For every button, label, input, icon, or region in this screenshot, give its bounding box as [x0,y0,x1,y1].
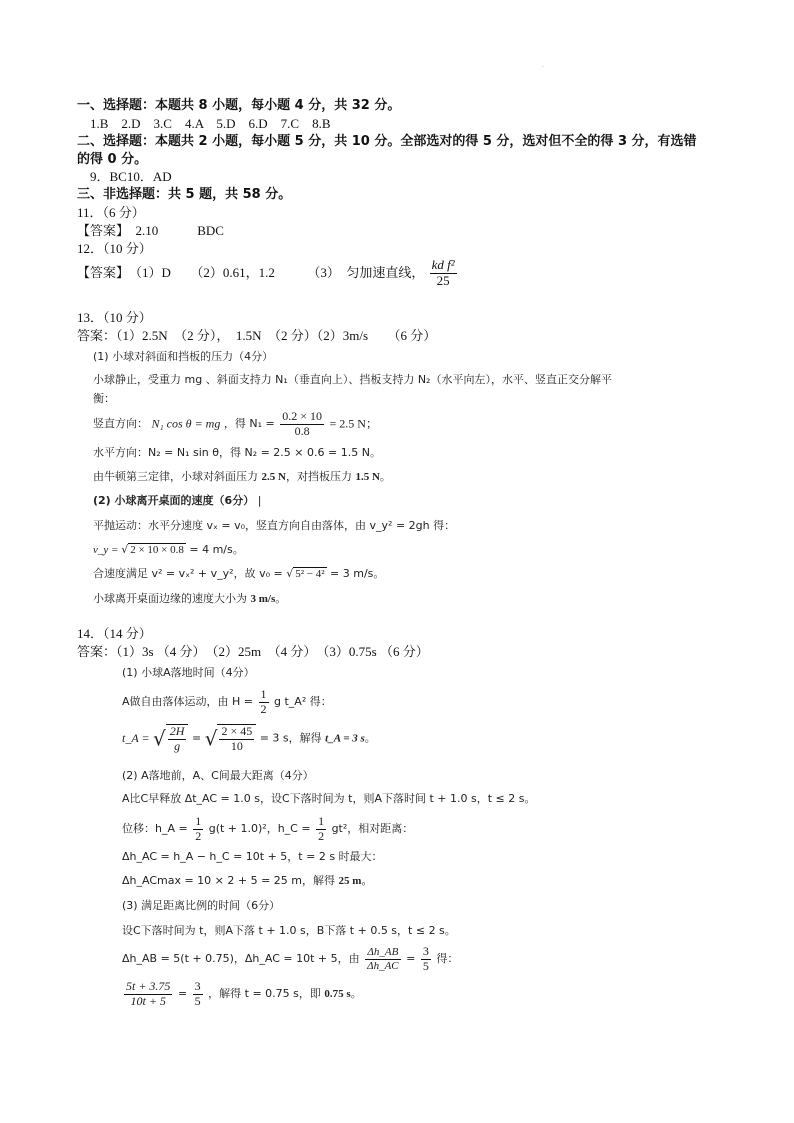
radical-fraction-2 [219,725,254,754]
q14-part3-line2 [122,945,458,974]
text: ，解得 t = 0.75 s，即 [208,986,325,1000]
numerator: 1 [318,814,325,828]
fraction [280,410,324,439]
numerator: 2H [169,724,185,738]
fraction-2 [193,980,203,1009]
text: (2) 小球离开桌面的速度（6分） [93,494,255,507]
denominator: 0.8 [294,423,310,438]
result: = 4 m/s。 [185,543,244,556]
label: 竖直方向： [93,416,148,430]
q11-heading: 11．（6 分） [77,205,145,220]
section-2-title-cont: 的得 0 分。 [77,152,148,167]
equals: = [191,731,202,745]
q14-part2-line4 [122,875,372,888]
q13-part2-conclusion [93,593,286,606]
numerator: 3 [422,944,429,958]
q12-answer-text: 【答案】 （1）D （2）0.61，1.2 （3） 匀加速直线， [77,264,425,280]
text: Δh_AB = 5(t + 0.75)，Δh_AC = 10t + 5，由 [122,951,360,965]
q14-part1-line2: t_A = √ $\frac{2H}{g}$ = √ $\frac{2 \times 45}{10}$ = 3 s，解得 t_A = 3 s。 [122,724,376,753]
q13-part2-title: (2) 小球离开桌面的速度（6分） | [93,494,262,507]
q13-part2-line2: v_y = √ 2 × 10 × 0.8 = 4 m/s。 [93,543,244,556]
q14-heading: 14．（14 分） [77,626,152,641]
fraction-1 [193,815,203,844]
q13-part1-vertical [93,410,378,439]
section-2-title: 二、选择题：本题共 2 小题，每小题 5 分，共 10 分。全部选对的得 5 分，选对但不全的得 3 分，有选错 [77,134,697,149]
q13-part1-horizontal: 水平方向：N₂ = N₁ sin θ，得 N₂ = 2.5 × 0.6 = 1.5 N。 [93,446,381,459]
numerator: 0.2 × 10 [282,409,322,423]
value: 3 m/s [250,593,276,605]
denominator: g [174,738,181,753]
q13-part2-line1: 平抛运动：水平分速度 vₓ = v₀，竖直方向自由落体，由 v_y² = 2gh 得： [93,519,456,532]
result-bold: t_A = 3 s [325,732,365,745]
q14-part2-title: (2) A落地前，A、C间最大距离（4分） [122,769,314,782]
text: g(t + 1.0)²，h_C = [208,821,311,835]
denominator: 5 [422,958,429,973]
equation-mid: ，得 N₁ = [223,416,275,430]
q12-fraction-numerator: kd f² [431,257,455,272]
denominator: 5 [194,993,201,1008]
q12-answer [77,258,459,289]
q13-part1-line2: 衡： [93,392,115,405]
numerator: 3 [194,979,201,993]
radical-fraction-1 [168,725,187,754]
fraction-1 [365,946,401,972]
radicand: 2 × 10 × 0.8 [130,544,184,556]
equals: = [177,986,188,1000]
denominator: Δh_AC [367,959,399,972]
q14-part2-line2 [122,815,413,844]
text: Δh_ACmax = 10 × 2 + 5 = 25 m，解得 [122,874,339,887]
numerator: 2 × 45 [221,724,253,738]
section-2-answers: 9．BC10．AD [90,169,172,184]
text: 得： [436,951,459,965]
text: g t_A² 得： [274,694,332,708]
numerator: 5t + 3.75 [126,979,171,993]
q12-fraction [430,258,457,289]
result: = 3 m/s。 [326,567,385,580]
q14-part1-line1 [122,688,332,717]
fraction-2 [316,815,326,844]
value-2: 1.5 N [355,471,380,483]
q13-answer: 答案：（1）2.5N （2 分）， 1.5N （2 分）（2）3m/s （6 分） [77,328,437,343]
value-1: 2.5 N [261,471,286,483]
fraction-2 [421,945,431,974]
q11-answer: 【答案】 2.10 BDC [77,223,224,238]
q13-part2-line3: 合速度满足 v² = vₓ² + v_y²，故 v₀ = √ 5² − 4² = 3 m/s。 [93,567,385,580]
q12-fraction-denominator: 25 [436,272,450,288]
q13-part1-title: (1) 小球对斜面和挡板的压力（4分） [93,350,274,363]
denominator: 10t + 5 [130,993,166,1008]
q14-answer: 答案：（1）3s （4 分） （2）25m （4 分） （3）0.75s （6 分） [77,644,429,659]
section-1-title: 一、选择题：本题共 8 小题，每小题 4 分，共 32 分。 [77,98,401,113]
section-1-answers: 1.B 2.D 3.C 4.A 5.D 6.D 7.C 8.B [90,116,331,131]
lhs: v_y = [93,544,122,556]
q14-part2-line3: Δh_AC = h_A − h_C = 10t + 5，t = 2 s 时最大： [122,850,383,863]
section-3-title: 三、非选择题：共 5 题，共 58 分。 [77,187,292,202]
q14-part2-line1: A比C早释放 Δt_AC = 1.0 s，设C下落时间为 t，则A下落时间 t + 1.0 s，t ≤ 2 s。 [122,792,536,805]
value: 0.75 s [324,987,351,1000]
text: 。 [361,874,373,887]
text: 。 [350,986,362,1000]
q13-part1-conclusion [93,471,391,484]
fraction [259,688,269,717]
equation: N₁ cos θ = mg [151,416,221,431]
result: = 3 s，解得 [259,731,326,745]
text: 合速度满足 v² = vₓ² + v_y²，故 v₀ = [93,567,287,580]
value: 25 m [338,875,362,887]
q14-part3-line1: 设C下落时间为 t，则A下落 t + 1.0 s，B下落 t + 0.5 s，t ≤ 2 s。 [122,924,456,937]
corner-mark: · [542,64,544,71]
radicand: 5² − 4² [295,568,325,580]
denominator: 2 [195,828,202,843]
text: 小球离开桌面边缘的速度大小为 [93,592,251,605]
text: A做自由落体运动，由 H = [122,694,254,708]
text: 位移：h_A = [122,821,188,835]
numerator: 1 [260,687,267,701]
q14-part3-line3 [122,980,362,1009]
q12-heading: 12．（10 分） [77,241,152,256]
lhs: t_A = [122,730,150,745]
text: 由牛顿第三定律，小球对斜面压力 [93,470,262,483]
text: 。 [364,731,376,745]
numerator: 1 [195,814,202,828]
q13-heading: 13．（10 分） [77,310,152,325]
result: = 2.5 N； [329,416,378,431]
text: ，对挡板压力 [285,470,356,483]
denominator: 10 [230,738,243,753]
text: 。 [275,592,287,605]
numerator: Δh_AB [365,946,401,960]
text: gt²，相对距离： [331,821,414,835]
text: 。 [379,470,391,483]
equals: = [406,951,416,965]
denominator: 2 [318,828,325,843]
fraction-1 [124,980,172,1009]
denominator: 2 [260,701,267,716]
q14-part1-title: (1) 小球A落地时间（4分） [122,666,255,679]
q13-part1-line1: 小球静止，受重力 mg 、斜面支持力 N₁（垂直向上）、挡板支持力 N₂（水平向左），水平、竖直正交分解平 [93,373,612,386]
q14-part3-title: (3) 满足距离比例的时间（6分） [122,899,281,912]
